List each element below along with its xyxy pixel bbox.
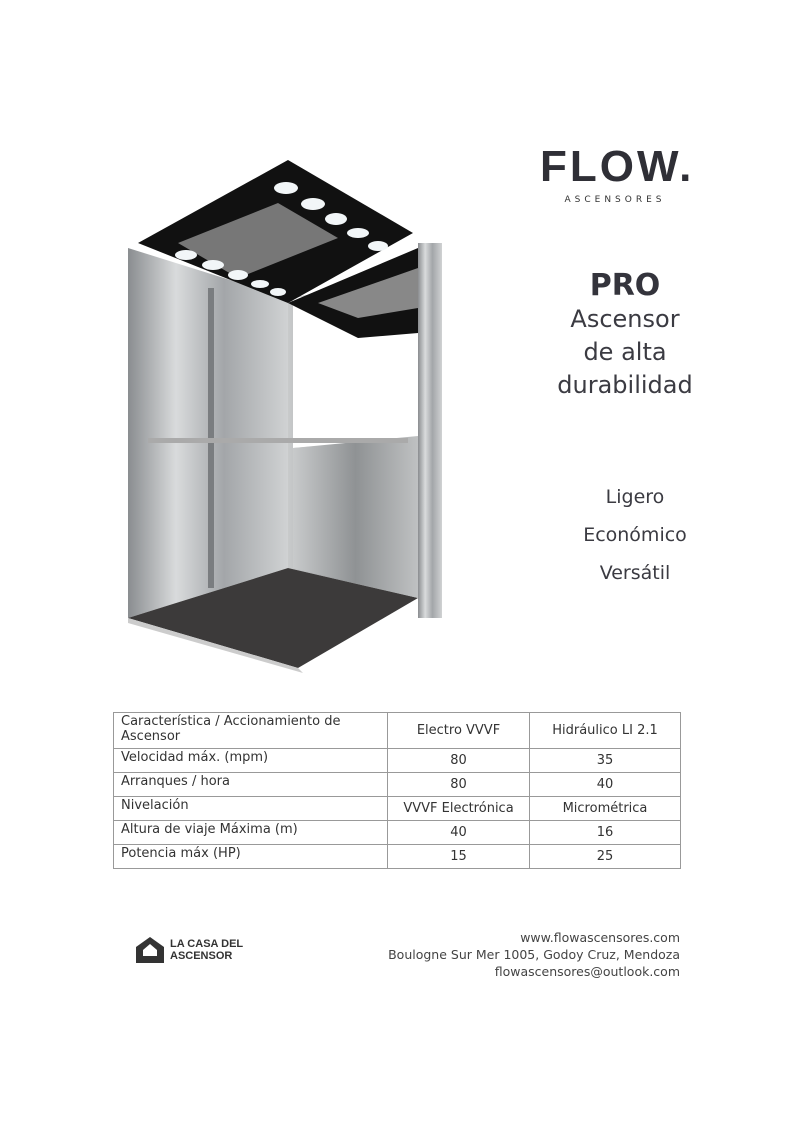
email-link[interactable]: flowascensores@outlook.com [494,964,680,979]
house-grid-icon [136,937,164,963]
flow-logo [540,142,695,205]
feature-list [560,486,710,600]
cell: 16 [530,821,681,845]
partner-line: ASCENSOR [170,950,233,962]
table-header-row [114,713,681,749]
row-label: Nivelación [114,797,388,821]
header-cell: Hidráulico LI 2.1 [530,713,681,749]
feature-item: Ligero [605,486,665,508]
logo-wordmark: FLOW. [540,142,695,191]
product-name: PRO [589,268,661,303]
logo-subtitle: ASCENSORES [564,195,666,205]
table-row [114,773,681,797]
subtitle-line: Ascensor [570,305,680,333]
elevator-cabin-image [128,158,448,673]
subtitle-line: durabilidad [557,371,693,399]
row-label: Velocidad máx. (mpm) [114,749,388,773]
cell: 35 [530,749,681,773]
cell: 25 [530,845,681,869]
contact-info [388,929,680,980]
cell: 40 [530,773,681,797]
partner-logo [136,937,243,963]
specs-table [113,712,681,869]
cell: 80 [388,749,530,773]
table-row [114,845,681,869]
header-cell: Electro VVVF [388,713,530,749]
cell: Micrométrica [530,797,681,821]
cell: 15 [388,845,530,869]
header-cell: Característica / Accionamiento de Ascensor [114,713,388,749]
table-row [114,797,681,821]
feature-item: Económico [583,524,687,546]
table-row [114,821,681,845]
row-label: Altura de viaje Máxima (m) [114,821,388,845]
product-title [530,268,720,402]
cell: 40 [388,821,530,845]
address: Boulogne Sur Mer 1005, Godoy Cruz, Mendoza [388,947,680,962]
feature-item: Versátil [599,562,671,584]
cell: 80 [388,773,530,797]
subtitle-line: de alta [583,338,667,366]
row-label: Potencia máx (HP) [114,845,388,869]
table-row [114,749,681,773]
cell: VVVF Electrónica [388,797,530,821]
website-link[interactable]: www.flowascensores.com [520,930,680,945]
partner-line: LA CASA DEL [170,938,244,950]
row-label: Arranques / hora [114,773,388,797]
